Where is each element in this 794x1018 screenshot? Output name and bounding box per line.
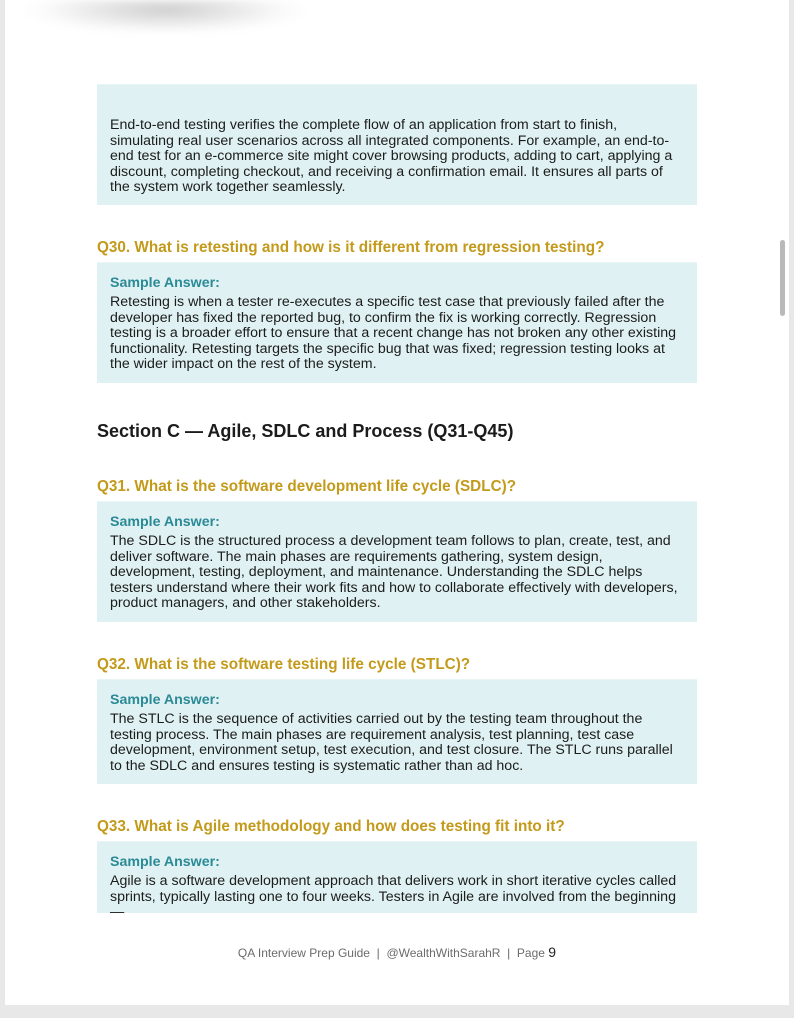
scan-smudge [25,0,305,34]
question-q30: Q30. What is retesting and how is it different from regression testing? [97,239,605,256]
question-q31: Q31. What is the software development life cycle (SDLC)? [97,478,517,495]
document-page [5,0,789,1005]
answer-text: Agile is a software development approach that delivers work in short iterative cycles called sprints, typically lasting one to four weeks. Testers in Agile are involved from the beginning — [110,873,677,921]
footer-page-label: Page [516,946,545,960]
answer-box-q30 [97,262,697,383]
sample-answer-label: Sample Answer: [110,275,220,291]
answer-box-q32 [97,679,697,784]
answer-box-q31 [97,501,697,622]
sample-answer-label: Sample Answer: [110,514,220,530]
answer-text: The STLC is the sequence of activities carried out by the testing team throughout the testing process. The main phases are requirement analysis, test planning, test case development, environment setup, test execution, and test closure. The STLC runs parallel to the SDLC and ensures testing is systematic rather than ad hoc. [110,711,673,774]
answer-box-q29 [97,84,697,205]
section-title: Section C — Agile, SDLC and Process (Q31-Q45) [97,421,514,441]
page-content [97,84,697,921]
footer-separator: | [507,946,511,960]
sample-answer-label: Sample Answer: [110,692,220,708]
footer-separator: | [376,946,380,960]
question-q32: Q32. What is the software testing life cycle (STLC)? [97,656,471,673]
footer-page-number: 9 [548,944,557,960]
answer-text: End-to-end testing verifies the complete flow of an application from start to finish, simulating real user scenarios across all integrated components. For example, an end-to-end test for an e-commerce site might cover browsing products, adding to cart, applying a discount, completing checkout, and receiving a confirmation email. It ensures all parts of the system work together seamlessly. [110,117,673,196]
question-q33: Q33. What is Agile methodology and how does testing fit into it? [97,818,565,835]
answer-text: The SDLC is the structured process a development team follows to plan, create, test, and deliver software. The main phases are requirements gathering, system design, development, testing, deployment, and maintenance. Understanding the SDLC helps testers understand where their work fits and how to collaborate effectively with developers, product managers, and other stakeholders. [110,533,678,612]
scrollbar-thumb[interactable] [780,240,785,316]
footer-handle: @WealthWithSarahR [386,946,501,960]
sample-answer-label: Sample Answer: [110,854,220,870]
answer-box-q33 [97,841,697,921]
footer-guide-title: QA Interview Prep Guide [237,946,370,960]
page-footer [5,944,789,960]
answer-text: Retesting is when a tester re-executes a specific test case that previously failed after the developer has fixed the reported bug, to confirm the fix is working correctly. Regression testing is a broader effort to ensure that a recent change has not broken any other existing functionality. Retesting targets the specific bug that was fixed; regression testing looks at the wider impact on the rest of the system. [110,294,677,373]
